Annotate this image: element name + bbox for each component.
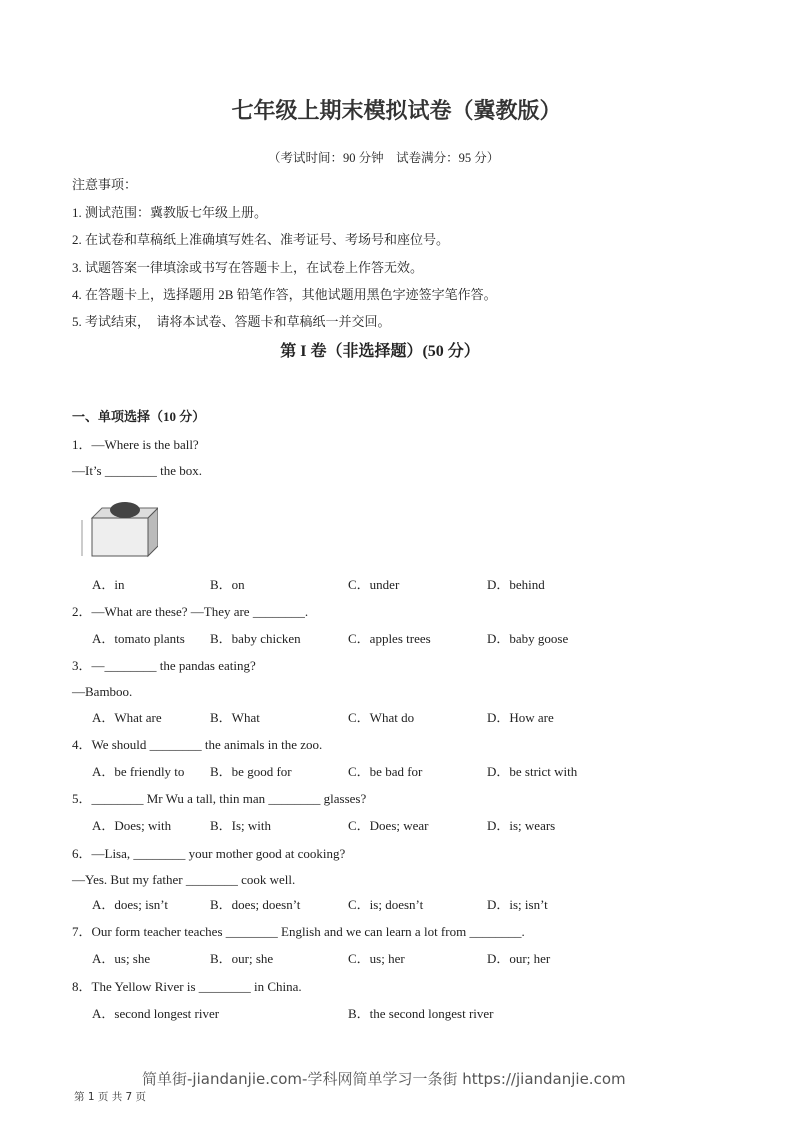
ball-on-box-image (80, 500, 158, 558)
page-footer: 第 1 页 共 7 页 (74, 1091, 147, 1103)
answer-option: A．Does; with (92, 818, 172, 833)
note-item: 4. 在答题卡上，选择题用 2B 铅笔作答，其他试题用黑色字迹签字笔作答。 (72, 287, 497, 302)
answer-option: A．us; she (92, 951, 151, 966)
question-stem: 2．—What are these? —They are ________. (72, 604, 309, 619)
answer-option: C．What do (348, 710, 415, 725)
answer-option: D．baby goose (487, 631, 569, 646)
note-item: 2. 在试卷和草稿纸上准确填写姓名、准考证号、考场号和座位号。 (72, 232, 450, 247)
note-item: 3. 试题答案一律填涂或书写在答题卡上，在试卷上作答无效。 (72, 260, 424, 275)
answer-option: C．under (348, 577, 400, 592)
answer-option: B．be good for (210, 764, 292, 779)
page-title: 七年级上期末模拟试卷（冀教版） (231, 99, 562, 124)
answer-option: A．tomato plants (92, 631, 185, 646)
question-stem: 6．—Lisa, ________ your mother good at cooking? (72, 846, 346, 861)
answer-option: D．be strict with (487, 764, 578, 779)
notes-heading: 注意事项： (72, 177, 138, 192)
answer-option: C．is; doesn’t (348, 897, 424, 912)
answer-option: B．What (210, 710, 260, 725)
answer-option: B．our; she (210, 951, 274, 966)
exam-info: （考试时间：90 分钟 试卷满分：95 分） (268, 151, 500, 165)
answer-option: A．second longest river (92, 1006, 220, 1021)
answer-option: A．in (92, 577, 125, 592)
note-item: 1. 测试范围：冀教版七年级上册。 (72, 205, 268, 220)
answer-option: D．is; isn’t (487, 897, 548, 912)
answer-option: B．baby chicken (210, 631, 301, 646)
answer-option: C．be bad for (348, 764, 423, 779)
answer-option: D．behind (487, 577, 545, 592)
answer-option: C．us; her (348, 951, 405, 966)
answer-option: A．does; isn’t (92, 897, 168, 912)
question-stem: 8．The Yellow River is ________ in China. (72, 979, 302, 994)
question-stem: 1．—Where is the ball? (72, 437, 199, 452)
answer-option: B．on (210, 577, 245, 592)
question-stem: 3．—________ the pandas eating? (72, 658, 256, 673)
section-title: 第 I 卷（非选择题）(50 分） (280, 343, 480, 360)
answer-option: D．How are (487, 710, 554, 725)
answer-option: B．Is; with (210, 818, 272, 833)
answer-option: A．What are (92, 710, 162, 725)
answer-option: C．Does; wear (348, 818, 429, 833)
question-stem: —It’s ________ the box. (72, 463, 202, 478)
answer-option: C．apples trees (348, 631, 431, 646)
question-stem: 7．Our form teacher teaches ________ English and we can learn a lot from ________. (72, 924, 525, 939)
question-stem: —Yes. But my father ________ cook well. (72, 872, 296, 887)
answer-option: A．be friendly to (92, 764, 185, 779)
answer-option: B．the second longest river (348, 1006, 494, 1021)
answer-option: B．does; doesn’t (210, 897, 301, 912)
watermark: 简单街-jiandanjie.com-学科网简单学习一条街 https://jiandanjie.com (142, 1070, 626, 1088)
answer-option: D．is; wears (487, 818, 556, 833)
question-stem: —Bamboo. (72, 684, 133, 699)
note-item: 5. 考试结束， 请将本试卷、答题卡和草稿纸一并交回。 (72, 314, 391, 329)
part-title: 一、单项选择（10 分） (72, 409, 206, 424)
question-stem: 5．________ Mr Wu a tall, thin man ________ glasses? (72, 791, 367, 806)
question-stem: 4．We should ________ the animals in the zoo. (72, 737, 323, 752)
answer-option: D．our; her (487, 951, 551, 966)
